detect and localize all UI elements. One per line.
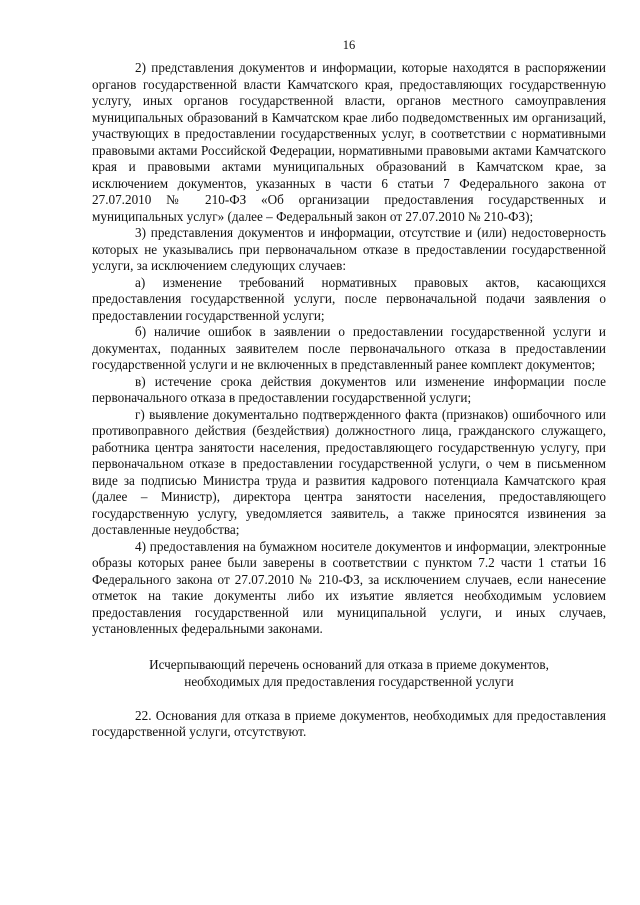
paragraph-subitem-a: а) изменение требований нормативных правовых актов, касающихся предоставления государственной услуги, после первоначальной подачи заявления о предоставлении государственной услуги;: [92, 274, 606, 323]
paragraph-subitem-b: б) наличие ошибок в заявлении о предоставлении государственной услуги и документах, поданных заявителем после первоначального отказа в предоставлении государственной услуги и не включенных в представленный ранее комплект документов;: [92, 324, 606, 372]
paragraph-item-22: 22. Основания для отказа в приеме документов, необходимых для предоставления государственной услуги, отсутствуют.: [92, 707, 606, 739]
paragraph-item-3: 3) представления документов и информации, отсутствие и (или) недостоверность которых не указывались при первоначальном отказе в предоставлении государственной услуги, за исключением следующих случаев:: [92, 225, 606, 273]
paragraph-subitem-v: в) истечение срока действия документов или изменение информации после первоначального отказа в предоставлении государственной услуги;: [92, 373, 606, 405]
paragraph-item-2: 2) представления документов и информации, которые находятся в распоряжении органов государственной власти Камчатского края, предоставляющих государственную услугу, иных органов государственной власти, органов местного самоуправления муниципальных образований в Камчатском крае либо подведомственных им организаций, участвующих в предоставлении государственных услуг, в соответствии с нормативными правовыми актами Российской Федерации, нормативными правовыми актами Камчатского края и правовыми актами муниципальных образований в Камчатском крае, за исключением документов, указанных в части 6 статьи 7 Федерального закона от 27.07.2010 № 210-ФЗ «Об организации предоставления государственных и муниципальных услуг» (далее – Федеральный закон от 27.07.2010 № 210-ФЗ);: [92, 60, 606, 224]
section-heading-line-2: необходимых для предоставления государственной услуги: [184, 673, 514, 689]
paragraph-item-4: 4) предоставления на бумажном носителе документов и информации, электронные образы которых ранее были заверены в соответствии с пунктом 7.2 части 1 статьи 16 Федерального закона от 27.07.2010 № 210-ФЗ, за исключением случаев, если нанесение отметок на такие документы либо их изъятие является необходимым условием предоставления государственной или муниципальной услуги, и иных случаев, установленных федеральными законами.: [92, 538, 606, 636]
page-number: 16: [342, 38, 356, 52]
paragraph-subitem-g: г) выявление документально подтвержденного факта (признаков) ошибочного или противоправного действия (бездействия) должностного лица, гражданского служащего, работника центра занятости населения, предоставляющего государственную услугу, при первоначальном отказе в предоставлении государственной услуги, о чем в письменном виде за подписью Министра труда и развития кадрового потенциала Камчатского края (далее – Министр), директора центра занятости населения, предоставляющего государственную услугу, уведомляется заявитель, а также приносятся извинения за доставленные неудобства;: [92, 406, 606, 537]
section-heading: [92, 656, 606, 690]
section-heading-line-1: Исчерпывающий перечень оснований для отказа в приеме документов,: [149, 656, 549, 672]
